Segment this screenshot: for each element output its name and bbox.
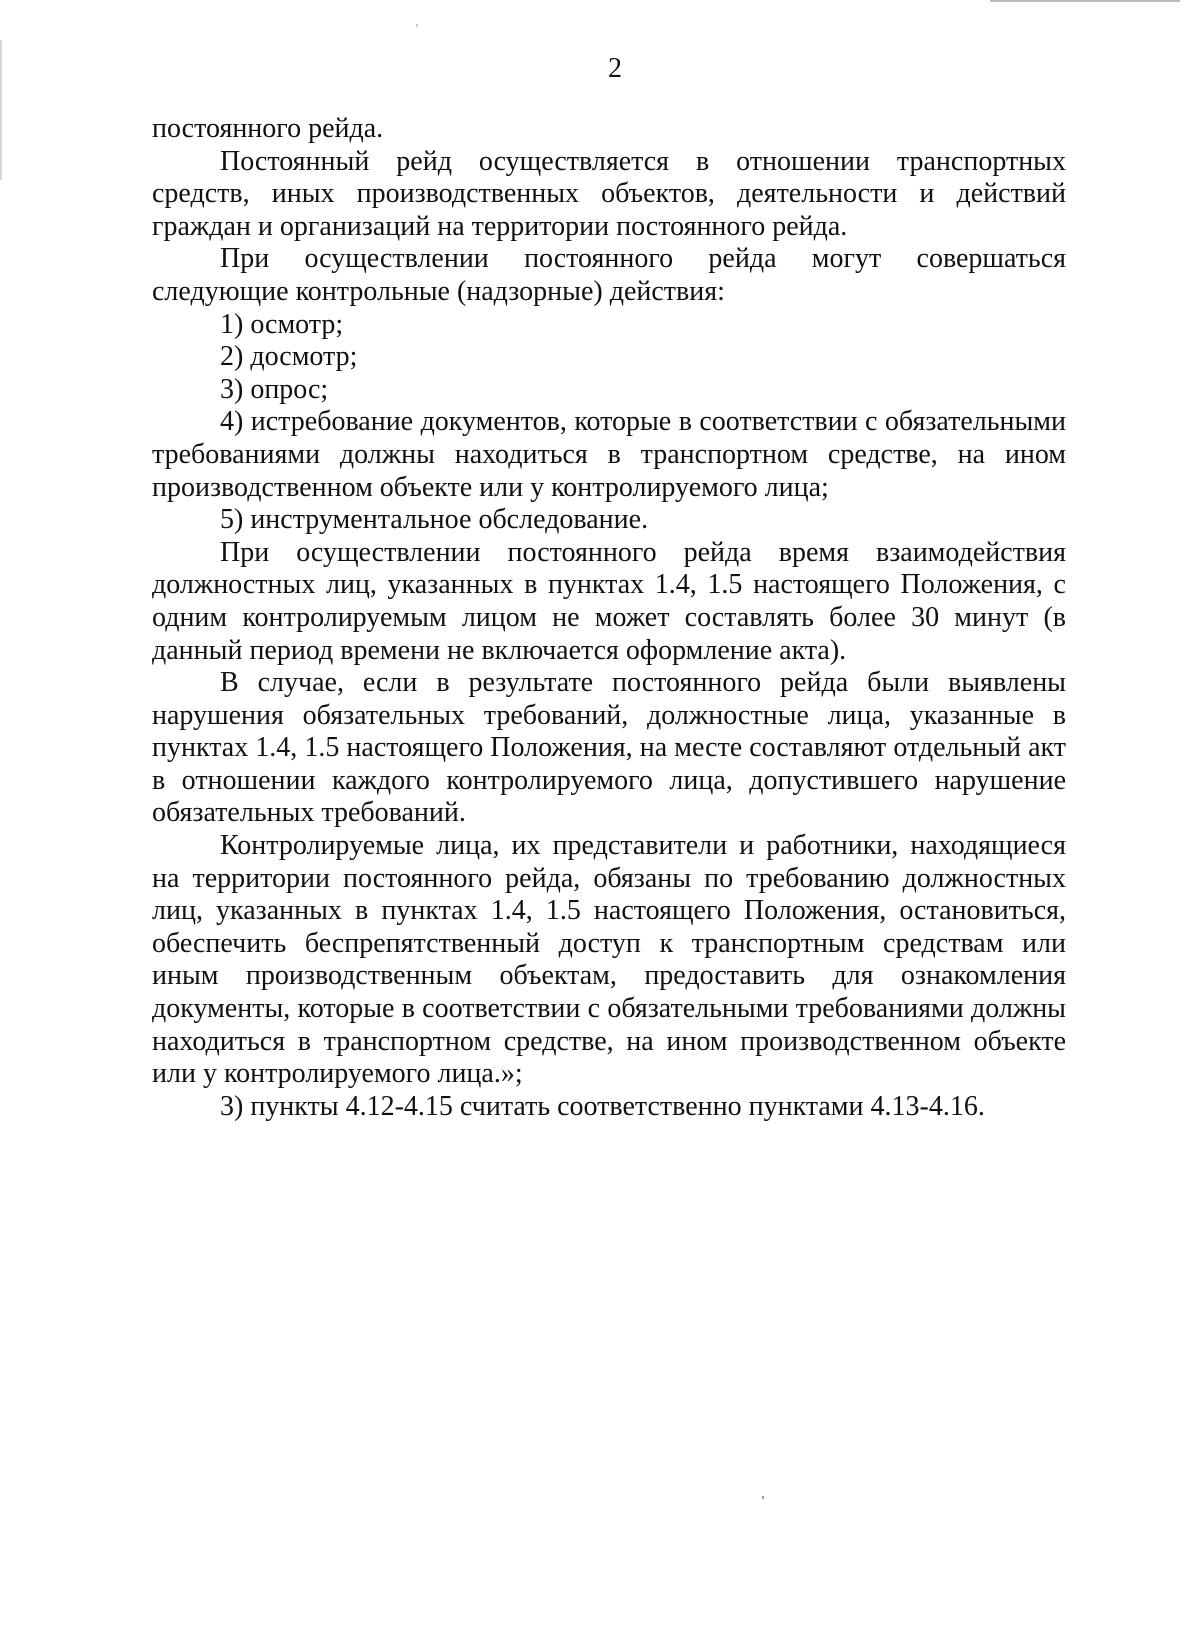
scan-artifact-dot (762, 1496, 764, 1499)
list-item: 3) опрос; (220, 373, 329, 405)
paragraph: Контролируемые лица, их представители и работники, находящиеся на территории постоянного рейда, обязаны по требованию должностных лиц, указанных в пунктах 1.4, 1.5 настоящего Положения, остановиться, обеспечить беспрепятственный доступ к транспортным средствам или иным производственным объектам, предоставить для ознакомления документы, которые в соответствии с обязательными требованиями должны находиться в транспортном средстве, на ином производственном объекте или у контролируемого лица.»; (152, 830, 1066, 1090)
paragraph: При осуществлении постоянного рейда время взаимодействия должностных лиц, указанных в пунктах 1.4, 1.5 настоящего Положения, с одним контролируемым лицом не может составлять более 30 минут (в данный период времени не включается оформление акта). (152, 536, 1066, 666)
document-body (152, 113, 1066, 1123)
scan-artifact-top (990, 0, 1180, 2)
page-number: 2 (608, 53, 622, 84)
list-item: 5) инструментальное обследование. (220, 504, 649, 536)
list-item: 4) истребование документов, которые в соответствии с обязательными требованиями должны находиться в транспортном средстве, на ином производственном объекте или у контролируемого лица; (152, 406, 1066, 503)
paragraph: При осуществлении постоянного рейда могут совершаться следующие контрольные (надзорные) действия: (152, 243, 1066, 307)
paragraph: Постоянный рейд осуществляется в отношении транспортных средств, иных производственных объектов, деятельности и действий граждан и организаций на территории постоянного рейда. (152, 145, 1066, 242)
list-item: 2) досмотр; (220, 341, 358, 373)
scan-artifact-dot (416, 24, 418, 27)
list-item: 3) пункты 4.12-4.15 считать соответственно пунктами 4.13-4.16. (220, 1090, 985, 1122)
paragraph: В случае, если в результате постоянного рейда были выявлены нарушения обязательных требований, должностные лица, указанные в пунктах 1.4, 1.5 настоящего Положения, на месте составляют отдельный акт в отношении каждого контролируемого лица, допустившего нарушение обязательных требований. (152, 667, 1066, 829)
list-item: 1) осмотр; (220, 308, 344, 340)
paragraph: постоянного рейда. (152, 113, 384, 144)
